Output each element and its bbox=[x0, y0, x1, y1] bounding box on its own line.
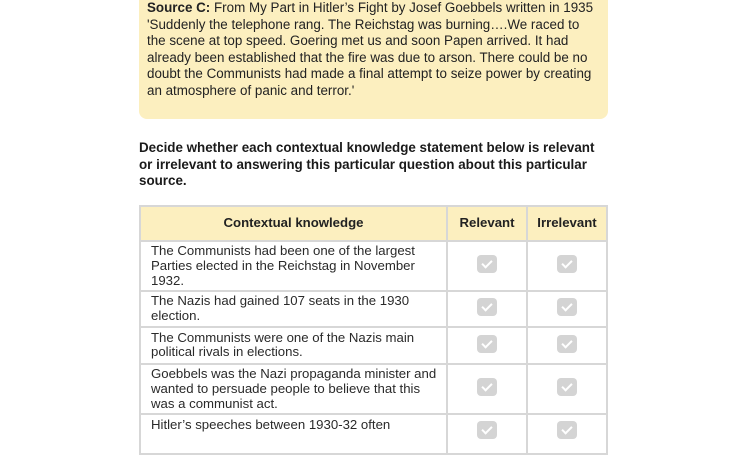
relevant-checkbox[interactable] bbox=[477, 378, 497, 396]
statement-text: Goebbels was the Nazi propaganda minister and wanted to persuade people to believe that this was a communist act. bbox=[140, 364, 447, 414]
table-row bbox=[140, 414, 607, 454]
irrelevant-cell bbox=[527, 291, 607, 327]
statement-text: The Communists were one of the Nazis main political rivals in elections. bbox=[140, 327, 447, 364]
irrelevant-checkbox[interactable] bbox=[557, 255, 577, 273]
header-contextual-knowledge: Contextual knowledge bbox=[140, 206, 447, 241]
irrelevant-cell bbox=[527, 414, 607, 454]
relevant-checkbox[interactable] bbox=[477, 335, 497, 353]
header-relevant: Relevant bbox=[447, 206, 527, 241]
irrelevant-checkbox[interactable] bbox=[557, 335, 577, 353]
relevant-cell bbox=[447, 327, 527, 364]
table-row bbox=[140, 241, 607, 291]
relevant-cell bbox=[447, 291, 527, 327]
relevant-checkbox[interactable] bbox=[477, 255, 497, 273]
relevant-cell bbox=[447, 364, 527, 414]
relevant-cell bbox=[447, 414, 527, 454]
knowledge-table bbox=[139, 205, 608, 455]
irrelevant-checkbox[interactable] bbox=[557, 378, 577, 396]
source-label: Source C: bbox=[147, 0, 211, 15]
source-box bbox=[139, 0, 608, 119]
statement-text: Hitler’s speeches between 1930-32 often bbox=[140, 414, 447, 454]
table-header-row bbox=[140, 206, 607, 241]
statement-text: The Communists had been one of the largest Parties elected in the Reichstag in November 1932. bbox=[140, 241, 447, 291]
statement-text: The Nazis had gained 107 seats in the 1930 election. bbox=[140, 291, 447, 327]
table-row bbox=[140, 327, 607, 364]
irrelevant-checkbox[interactable] bbox=[557, 421, 577, 439]
irrelevant-cell bbox=[527, 364, 607, 414]
relevant-checkbox[interactable] bbox=[477, 298, 497, 316]
header-irrelevant: Irrelevant bbox=[527, 206, 607, 241]
irrelevant-checkbox[interactable] bbox=[557, 298, 577, 316]
source-quote: 'Suddenly the telephone rang. The Reichstag was burning….We raced to the scene at top speed. Goering met us and soon Papen arrived. It had already been established that the fire was due to arson. There could be no doubt the Communists had made a final attempt to seize power by creating an atmosphere of panic and terror.' bbox=[147, 16, 592, 98]
relevant-cell bbox=[447, 241, 527, 291]
table-row bbox=[140, 364, 607, 414]
relevant-checkbox[interactable] bbox=[477, 421, 497, 439]
table-row bbox=[140, 291, 607, 327]
instructions-text: Decide whether each contextual knowledge statement below is relevant or irrelevant to answering this particular question about this particular source. bbox=[139, 140, 595, 189]
source-citation: From My Part in Hitler’s Fight by Josef Goebbels written in 1935 bbox=[213, 0, 594, 15]
irrelevant-cell bbox=[527, 241, 607, 291]
irrelevant-cell bbox=[527, 327, 607, 364]
